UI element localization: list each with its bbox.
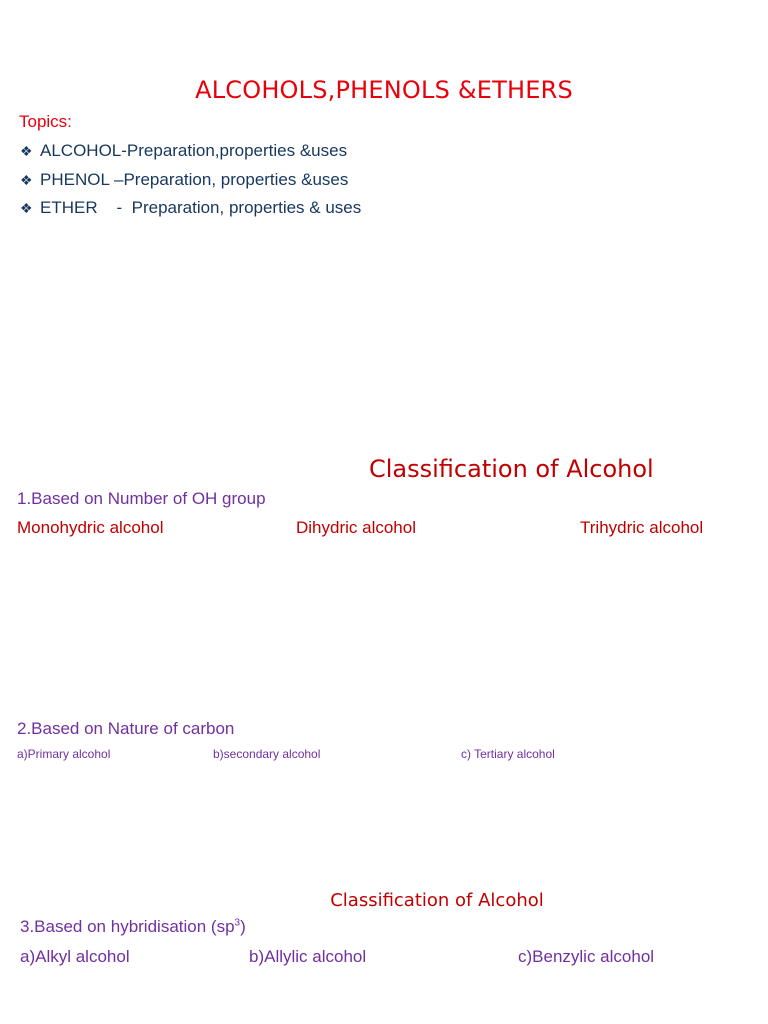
topic-text: PHENOL –Preparation, properties &uses — [40, 170, 349, 189]
tertiary-alcohol-label: c) Tertiary alcohol — [461, 747, 555, 761]
basis-hyb-superscript: 3 — [234, 917, 241, 929]
basis-hyb-close: ) — [240, 917, 246, 936]
classification-title-2: Classification of Alcohol — [330, 890, 544, 911]
diamond-bullet-icon: ❖ — [20, 143, 33, 159]
primary-alcohol-label: a)Primary alcohol — [17, 747, 111, 761]
topic-item-phenol — [20, 170, 348, 190]
trihydric-label: Trihydric alcohol — [580, 518, 704, 537]
basis-oh-heading: 1.Based on Number of OH group — [17, 489, 266, 508]
dihydric-label: Dihydric alcohol — [296, 518, 416, 537]
basis-hyb-text: 3.Based on hybridisation (sp — [20, 917, 235, 936]
topic-text: ETHER - Preparation, properties & uses — [40, 198, 362, 217]
diamond-bullet-icon: ❖ — [20, 200, 33, 216]
classification-title: Classification of Alcohol — [369, 455, 654, 483]
topic-item-alcohol — [20, 141, 347, 161]
basis-carbon-heading: 2.Based on Nature of carbon — [17, 719, 235, 738]
allylic-alcohol-label: b)Allylic alcohol — [249, 947, 367, 966]
diamond-bullet-icon: ❖ — [20, 172, 33, 188]
topic-item-ether — [20, 198, 361, 218]
alkyl-alcohol-label: a)Alkyl alcohol — [20, 947, 130, 966]
secondary-alcohol-label: b)secondary alcohol — [213, 747, 321, 761]
basis-hybridisation-heading — [20, 917, 246, 937]
benzylic-alcohol-label: c)Benzylic alcohol — [518, 947, 655, 966]
topic-text: ALCOHOL-Preparation,properties &uses — [40, 141, 348, 160]
page-title: ALCOHOLS,PHENOLS &ETHERS — [195, 76, 573, 104]
topics-label: Topics: — [19, 112, 72, 131]
monohydric-label: Monohydric alcohol — [17, 518, 164, 537]
